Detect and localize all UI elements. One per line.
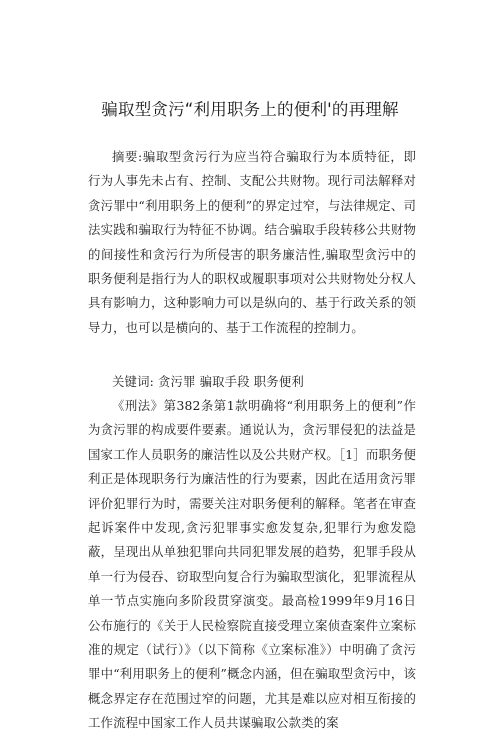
body-paragraph: 《刑法》第382条第1款明确将“利用职务上的便利”作为贪污罪的构成要件要素。通说认为，贪污罪侵犯的法益是国家工作人员职务的廉洁性以及公共财产权。［1］而职务便利正是体现职务行为廉洁性的行为要素，因此在适用贪污罪评价犯罪行为时，需要关注对职务便利的解释。笔者在审查起诉案件中发现,贪污犯罪事实愈发复杂,犯罪行为愈发隐蔽，呈现出从单独犯罪向共同犯罪发展的趋势，犯罪手段从单一行为侵吞、窃取型向复合行为骗取型演化，犯罪流程从单一节点实施向多阶段贯穿演变。最高检1999年9月16日公布施行的《关于人民检察院直接受理立案侦查案件立案标准的规定（试行）》（以下简称《立案标准》）中明确了贪污罪中“利用职务上的便利”概念内涵，但在骗取型贪污中，该概念界定存在范围过窄的问题，尤其是难以应对相互衔接的工作流程中国家工作人员共谋骗取公款类的案	[88, 398, 416, 731]
document-title: 骗取型贪污“利用职务上的便利'的再理解	[101, 100, 399, 119]
keywords-label: 关键词:	[112, 374, 154, 389]
abstract-paragraph: 摘要:骗取型贪污行为应当符合骗取行为本质特征，即行为人事先未占有、控制、支配公共财物。现行司法解释对贪污罪中“利用职务上的便利”的界定过窄，与法律规定、司法实践和骗取行为特征不协调。结合骗取手段转移公共财物的间接性和贪污行为所侵害的职务廉洁性,骗取型贪污中的职务便利是指行为人的职权或履职事项对公共财物处分权人具有影响力，这种影响力可以是纵向的、基于行政关系的领导力，也可以是横向的、基于工作流程的控制力。	[88, 149, 416, 335]
keyword-item: 职务便利	[253, 374, 304, 389]
keyword-item: 骗取手段	[199, 374, 250, 389]
keyword-item: 贪污罪	[157, 374, 196, 389]
keywords-line	[88, 370, 416, 394]
